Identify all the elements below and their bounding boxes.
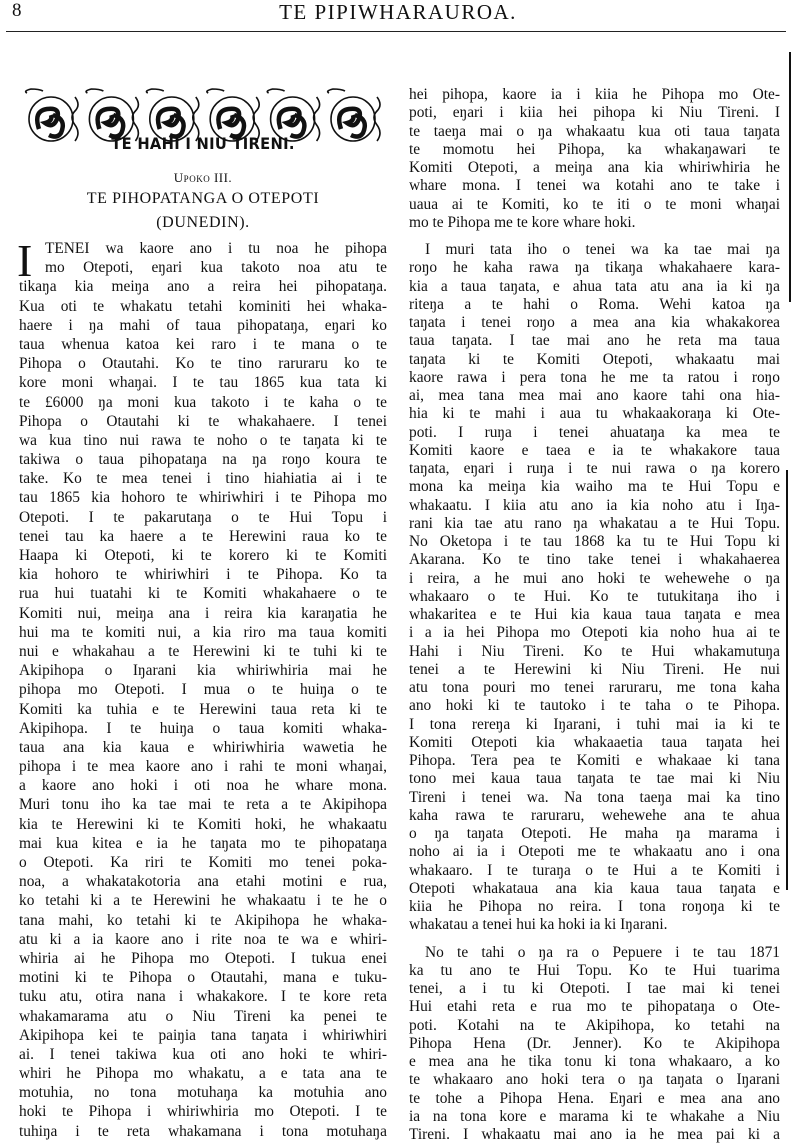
text-line: te momotu hei Pihopa, ka whakaŋawari te bbox=[409, 141, 780, 159]
text-line: Komiti Otepoti, a meiŋa ana kia whiriwhiria he bbox=[409, 159, 780, 177]
text-line: riteŋa a te hahi o Roma. Wehi katoa ŋa bbox=[409, 296, 780, 314]
header-rule bbox=[6, 31, 786, 32]
paragraph-gap bbox=[409, 935, 780, 944]
text-line: Haapa ki Otepoti, ki te korero ki te Komiti bbox=[19, 546, 387, 565]
text-line: Pihopa. Tera pea te Komiti e whakaae ki tana bbox=[409, 752, 780, 770]
text-line: ka tu ano te Hui Topu. Ko te Hui tuarima bbox=[409, 962, 780, 980]
text-line: taŋata, eŋari i ruŋa i te nui rawa o ŋa korero bbox=[409, 460, 780, 478]
text-line: poti, eŋari i kiia hei pihopa ki Niu Tireni. I bbox=[409, 104, 780, 122]
text-line: whakamarama atu o Niu Tireni ka penei te bbox=[19, 1007, 387, 1026]
text-line: i reira, a he mui ano hoki te wehewehe o ŋa bbox=[409, 570, 780, 588]
text-line: ano hoki ki te tautoko i te taha o te Pihopa. bbox=[409, 697, 780, 715]
text-line: taua whenua katoa kei raro i te mana o te bbox=[19, 335, 387, 354]
text-line: ai, mea tana mea mai ano kaore tahi ona hia- bbox=[409, 387, 780, 405]
text-line: Hui etahi reta e rua mo te pihopataŋa o Ote- bbox=[409, 998, 780, 1016]
text-line: o ŋa taŋata Otepoti. He maha ŋa marama i bbox=[409, 825, 780, 843]
article-title: TE HAHI I NIU TIRENI. bbox=[33, 134, 373, 153]
text-line: te tohe a Pihopa Hena. Eŋari e mea ana ano bbox=[409, 1090, 780, 1108]
text-line: whakaritea e te Hui kia kaua taua taŋata e mea bbox=[409, 606, 780, 624]
text-line: Tireni. I whakaatu mai ano ia he mea pai ki a bbox=[409, 1126, 780, 1144]
text-line: Komiti kaore e taea e ia te whakakore taua bbox=[409, 442, 780, 460]
chapter-label: Upoko III. bbox=[18, 170, 388, 186]
text-line: Komiti nui, meiŋa ana i reira kia karaŋatia he bbox=[19, 604, 387, 623]
text-line: Hahi i Niu Tireni. Ko te Hui whakamutuŋa bbox=[409, 643, 780, 661]
text-line: o Otepoti. Ka riri te Komiti mo tenei poka- bbox=[19, 853, 387, 872]
text-line: No te tahi o ŋa ra o Pepuere i te tau 1871 bbox=[409, 944, 780, 962]
left-column bbox=[19, 239, 387, 1141]
text-line: Pihopa o Otautahi. Ko te tino raruraru ko te bbox=[19, 354, 387, 373]
text-line: a kaore ano hoki i oti noa he whare mona. bbox=[19, 776, 387, 795]
text-line: Komiti ka tuhia e te Herewini taua reta ki te bbox=[19, 700, 387, 719]
text-line: Otepoti. I te pakarutaŋa o te Hui Topu i bbox=[19, 508, 387, 527]
text-line: tenei a te Herewini ki Niu Tireni. He nui bbox=[409, 661, 780, 679]
text-line: Akipihopa o Iŋarani kia whiriwhiria mai he bbox=[19, 661, 387, 680]
text-line: kia te Herewini ki te Komiti hoki, he whakaatu bbox=[19, 815, 387, 834]
newspaper-title: TE PIPIWHARAUROA. bbox=[0, 0, 796, 25]
text-line: wa kua tino nui rawa te noho o te taŋata ki te bbox=[19, 431, 387, 450]
text-line: i a ia hei Pihopa mo Otepoti kia noho hua ai te bbox=[409, 624, 780, 642]
text-line: tana mahi, ko tetahi ki te Akipihopa he whaka- bbox=[19, 911, 387, 930]
text-line: mai kua kitea e ia he taŋata mo te pihopataŋa bbox=[19, 834, 387, 853]
text-line: tikaŋa kia meiŋa ano a reira hei pihopataŋa. bbox=[19, 277, 387, 296]
text-line: haere i ŋa mahi of taua pihopataŋa, eŋari ko bbox=[19, 316, 387, 335]
text-line: e mea ana he tika tonu ki tona whakaaro, a ko bbox=[409, 1053, 780, 1071]
text-line: whare mona. I tenei wa kotahi ano te take i bbox=[409, 177, 780, 195]
article-subtitle: TE PIHOPATANGA O OTEPOTI bbox=[18, 190, 388, 208]
text-line: noho ai ia i Otepoti me te whakaatu ano i ona bbox=[409, 843, 780, 861]
text-line: tuku atu, otira nana i whakakore. I te kore reta bbox=[19, 987, 387, 1006]
text-line: tuhiŋa i te reta whakamana i tona motuhaŋa bbox=[19, 1122, 387, 1141]
paragraph bbox=[409, 944, 780, 1144]
text-line: hei pihopa, kaore ia i kiia he Pihopa mo Ote- bbox=[409, 86, 780, 104]
text-line: No Oketopa i te tau 1868 ka tu te Hui Topu ki bbox=[409, 533, 780, 551]
text-line: kaha rawa te raruraru, wehewehe ana te ahua bbox=[409, 807, 780, 825]
text-line: motini ki te Pihopa o Otautahi, mana e tuku- bbox=[19, 968, 387, 987]
text-line: nui e whakahau a te Herewini ki te tuhi ki te bbox=[19, 642, 387, 661]
text-line: kia a taua taŋata, e ahua tata atu ana ia ki ŋa bbox=[409, 278, 780, 296]
text-line: TENEI wa kaore ano i tu noa he pihopa bbox=[19, 239, 387, 258]
text-line: tenei tau ka haere a te Herewini raua ko te bbox=[19, 527, 387, 546]
text-line: atu ki a ia kaore ano i rite noa te wa e whiri- bbox=[19, 930, 387, 949]
text-line: tenei, a i tu ki Otepoti. I tae mai ki tenei bbox=[409, 980, 780, 998]
text-line: takiwa o taua pihopataŋa na ŋa roŋo koura te bbox=[19, 450, 387, 469]
text-line: taŋata ki te Komiti Otepoti, whakaatu mai bbox=[409, 351, 780, 369]
text-line: rani kia tae atu rano ŋa whakatau a te Hui Topu. bbox=[409, 515, 780, 533]
text-line: whakaaro. I te turaŋa o te Hui a te Komiti i bbox=[409, 862, 780, 880]
text-line: Pihopa o Otautahi ki te whakahaere. I tenei bbox=[19, 412, 387, 431]
scan-edge-mark bbox=[789, 52, 791, 302]
text-line: kaore rawa i pera tona he me ta ratou i roŋo bbox=[409, 369, 780, 387]
text-line: Akarana. Ko te tino take tenei i whakahaerea bbox=[409, 551, 780, 569]
text-line: Akipihopa kei te paiŋia tana taŋata i whiriwhiri bbox=[19, 1026, 387, 1045]
text-line: noa, a whakatakotoria ana etahi motini e rua, bbox=[19, 872, 387, 891]
text-line: poti. I ruŋa i tenei ahuataŋa ka mea te bbox=[409, 424, 780, 442]
text-line: ai. I tenei takiwa kua oti ano hoki te whiri- bbox=[19, 1045, 387, 1064]
text-line: Otepoti whakataua ana kia kaua taua taŋata e bbox=[409, 880, 780, 898]
text-line: ko tetahi ki a te Herewini he whakaatu i te he o bbox=[19, 891, 387, 910]
text-line: take. Ko te mea tenei i tino hiahiatia ai i te bbox=[19, 469, 387, 488]
text-line: te taeŋa mai o ŋa whakaatu kua oti taua taŋata bbox=[409, 123, 780, 141]
article-subtitle-location: (DUNEDIN). bbox=[18, 214, 388, 232]
paragraph bbox=[409, 86, 780, 232]
text-line: kia hohoro te whiriwhiri i te Pihopa. Ko ta bbox=[19, 565, 387, 584]
text-line: pihopa i te mea kaore ano i rahi te moni whaŋai, bbox=[19, 757, 387, 776]
text-line: tono mei kaua taua taŋata te tae mai ki Niu bbox=[409, 770, 780, 788]
text-line: kiia he Pihopa no reira. I tona roŋoŋa ki te bbox=[409, 898, 780, 916]
text-line: whakaatu. I kiia atu ano ia kia noho atu i Iŋa- bbox=[409, 497, 780, 515]
text-line: I tona rereŋa ki Iŋarani, i tuhi mai ia ki te bbox=[409, 716, 780, 734]
text-line: poti. Kotahi na te Akipihopa, ko tetahi na bbox=[409, 1017, 780, 1035]
text-line: Akipihopa. I te huiŋa o taua komiti whaka- bbox=[19, 719, 387, 738]
text-line: ia na tona kore e marama ki te whakahe a Niu bbox=[409, 1108, 780, 1126]
text-line: te £6000 ŋa moni kua takoto i te kaha o te bbox=[19, 393, 387, 412]
text-line: whakaaro o te Hui. Ko te tutukitaŋa iho i bbox=[409, 588, 780, 606]
right-column bbox=[409, 86, 780, 1144]
text-line: kore moni whaŋai. I te tau 1865 kua tata ki bbox=[19, 373, 387, 392]
text-line: whakatau a tenei hui ka hoki ia ki Iŋarani. bbox=[409, 916, 780, 934]
text-line: atu tona pouri mo tenei raruraru, me tona kaha bbox=[409, 679, 780, 697]
text-line: Muri tonu iho ka tae mai te reta a te Akipihopa bbox=[19, 795, 387, 814]
text-line: Komiti Otepoti kia whakaaetia taua taŋata hei bbox=[409, 734, 780, 752]
text-line: Kua oti te whakatu tetahi kominiti hei whaka- bbox=[19, 297, 387, 316]
text-line: motuhia, no tona motuhaŋa ka motuhia ano bbox=[19, 1083, 387, 1102]
text-line: pihopa mo Otepoti. I mua o te huiŋa o te bbox=[19, 680, 387, 699]
page-number: 8 bbox=[12, 0, 22, 22]
paragraph-gap bbox=[409, 232, 780, 241]
text-line: whiria ai he Pihopa mo Otepoti. I tukua enei bbox=[19, 949, 387, 968]
text-line: te whakaaro ano hoki tera o ŋa taŋata o Iŋarani bbox=[409, 1071, 780, 1089]
drop-cap: I bbox=[17, 241, 32, 281]
text-line: I muri tata iho o tenei wa ka tae mai ŋa bbox=[409, 241, 780, 259]
text-line: Pihopa Hena (Dr. Jenner). Ko te Akipihopa bbox=[409, 1035, 780, 1053]
text-line: mo Otepoti, eŋari kua takoto noa atu te bbox=[19, 258, 387, 277]
text-line: hia ki te mahi i aua tu whakaakoraŋa ki Ote- bbox=[409, 405, 780, 423]
scan-edge-mark bbox=[786, 470, 788, 890]
text-line: whiri he Pihopa mo whakatu, a e tata ana te bbox=[19, 1064, 387, 1083]
text-line: taua taŋata. I tae mai ano he reta ma taua bbox=[409, 332, 780, 350]
paragraph bbox=[409, 241, 780, 935]
text-line: mona ka meiŋa kia waiho ma te Hui Topu e bbox=[409, 478, 780, 496]
text-line: uaua ai te Komiti, ko te iti o te moni whaŋai bbox=[409, 196, 780, 214]
text-line: tau 1865 kia hohoro te whiriwhiri i te Pihopa mo bbox=[19, 488, 387, 507]
text-line: roŋo he kaha rawa ŋa tikaŋa whakahaere kara- bbox=[409, 259, 780, 277]
text-line: taŋata i tenei roŋo a mea ana kia whakakorea bbox=[409, 314, 780, 332]
text-line: mo te Pihopa me te kore whare hoki. bbox=[409, 214, 780, 232]
text-line: Tireni i tenei wa. Na tona taeŋa mai ka tino bbox=[409, 789, 780, 807]
text-line: taua ana kia kaua e whiriwhiria wawetia he bbox=[19, 738, 387, 757]
text-line: rua hui tuatahi ki te Komiti whakahaere o te bbox=[19, 584, 387, 603]
text-line: hui ma te komiti nui, a kia riro ma taua komiti bbox=[19, 623, 387, 642]
text-line: hoki te Pihopa i whiriwhiria mo Otepoti. I te bbox=[19, 1102, 387, 1121]
